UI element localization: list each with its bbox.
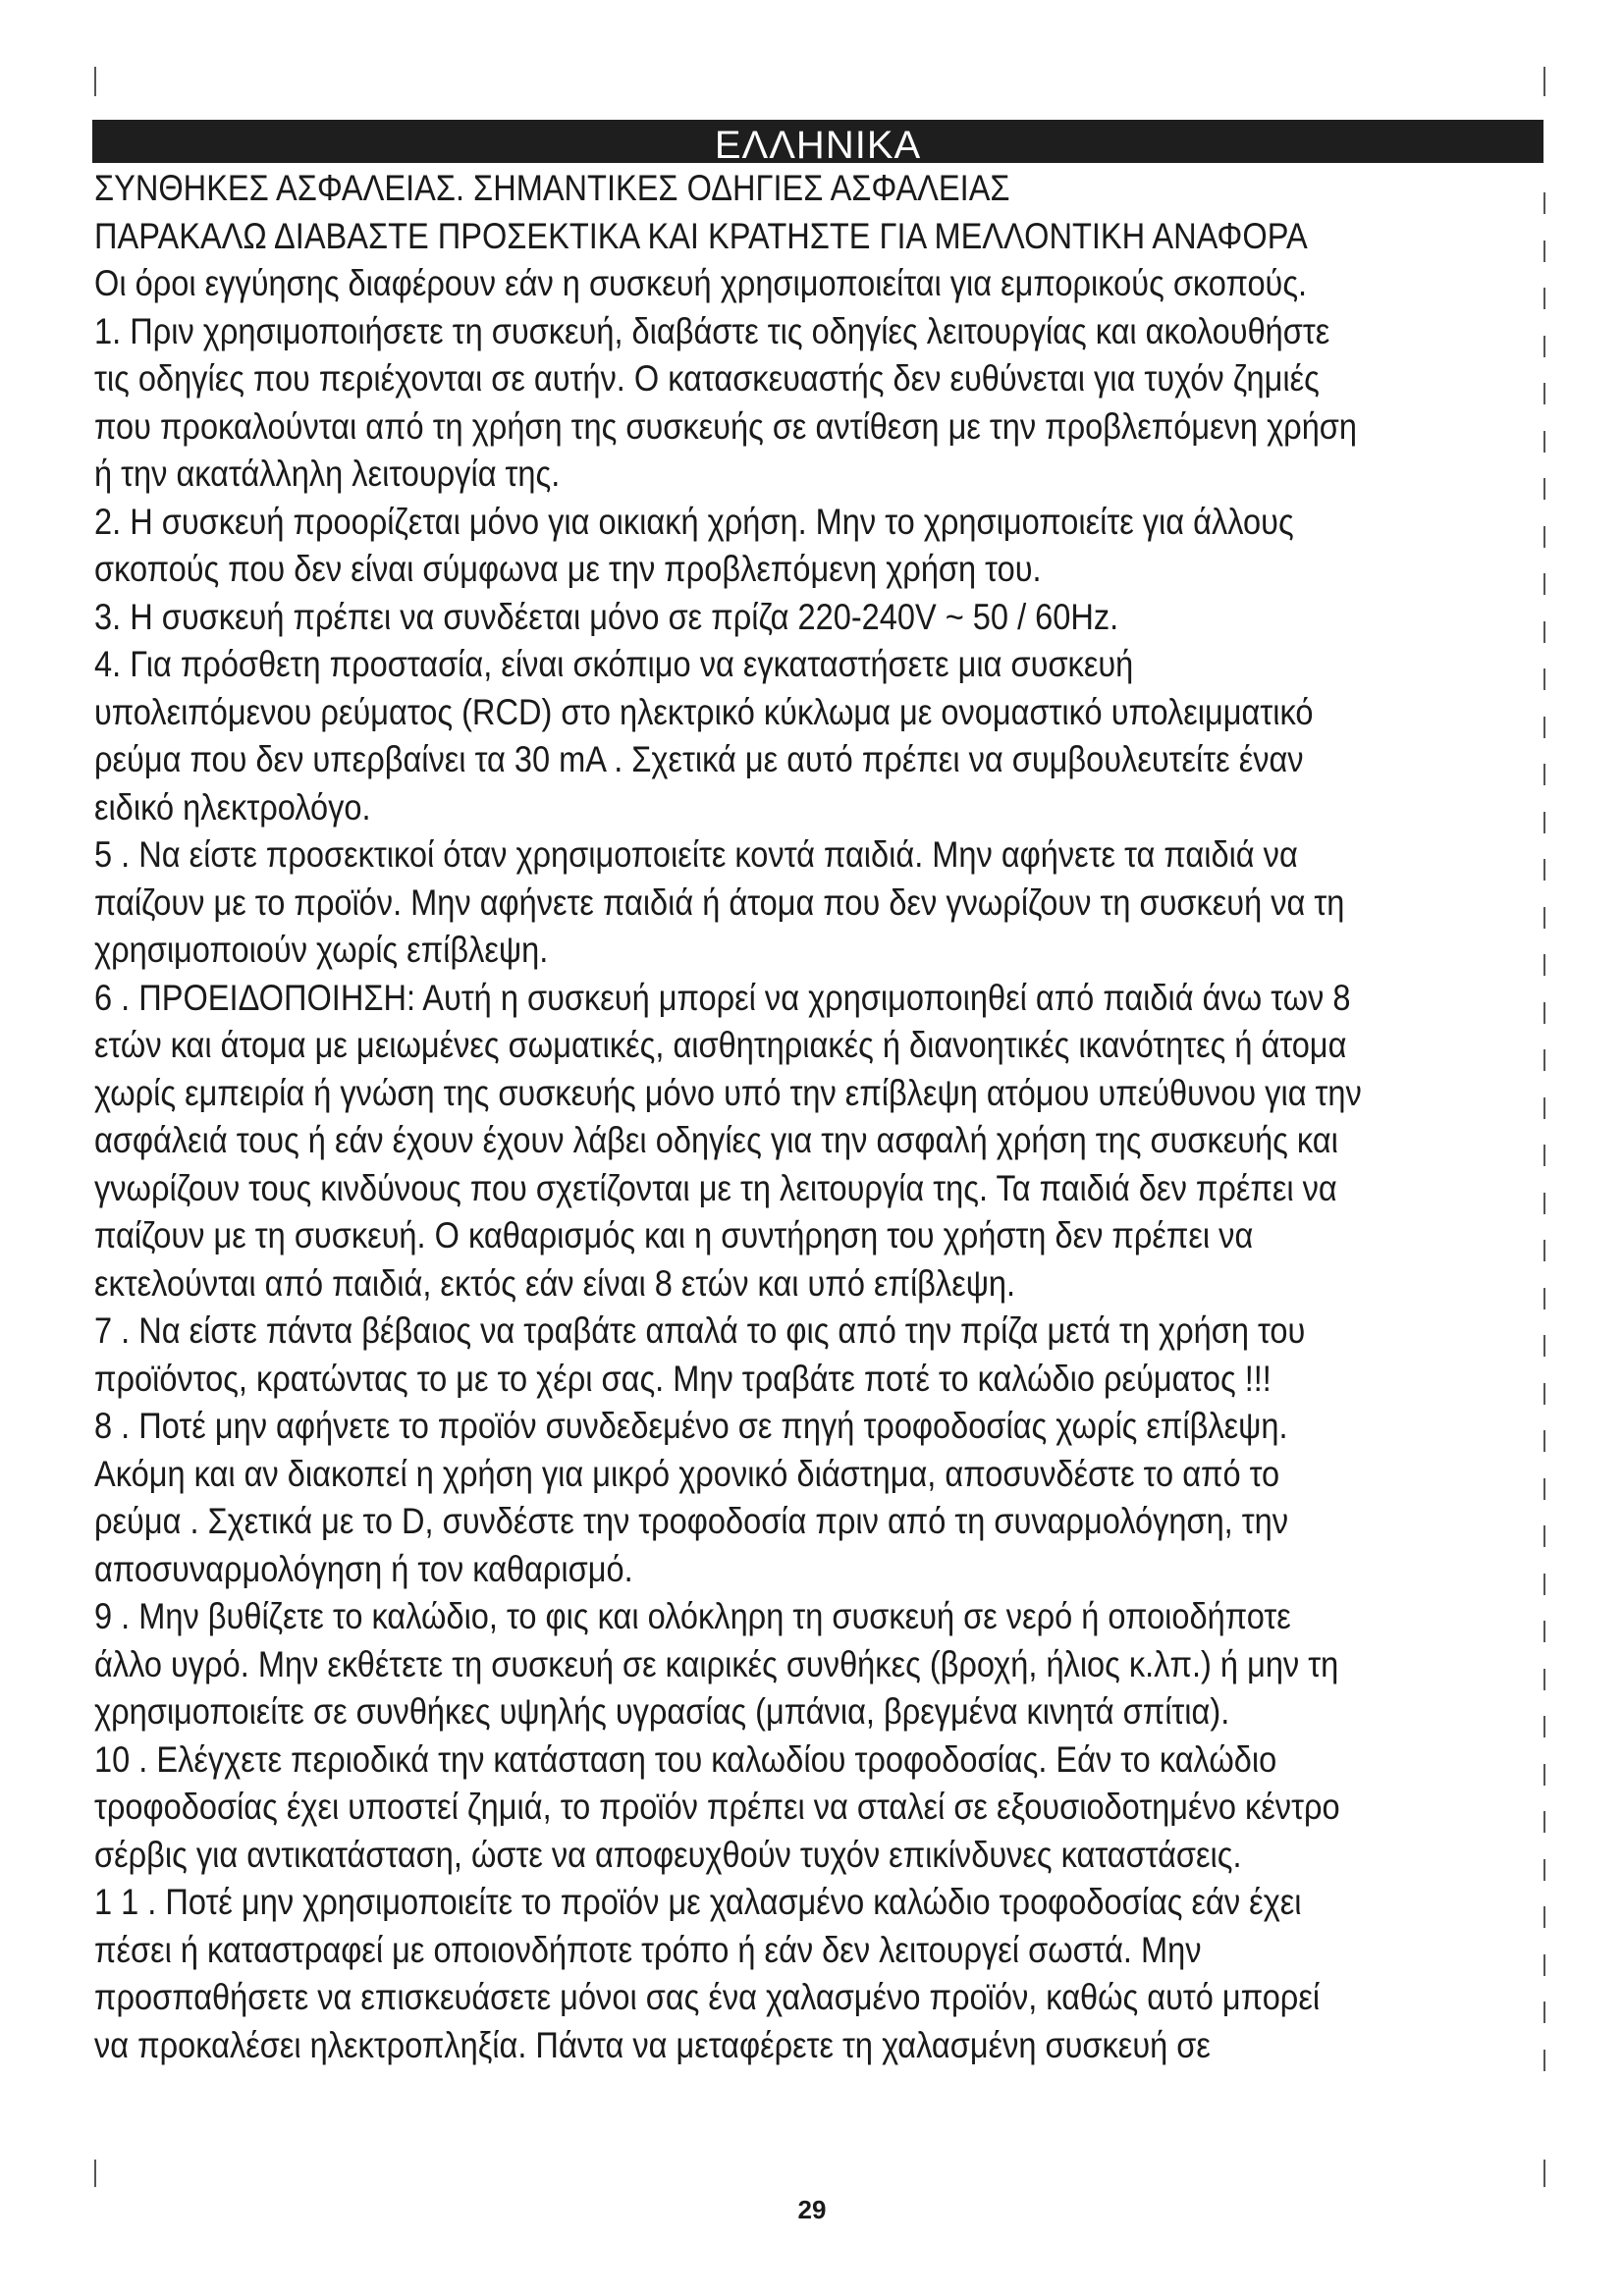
text-line: προσπαθήσετε να επισκευάσετε μόνοι σας ένα χαλασμένο προϊόν, καθώς αυτό μπορεί [94, 1977, 1321, 2017]
text-line: 9 . Μην βυθίζετε το καλώδιο, το φις και ολόκληρη τη συσκευή σε νερό ή οποιοδήποτε [94, 1596, 1291, 1636]
margin-tick [1543, 1145, 1545, 1166]
margin-tick [1543, 2002, 1545, 2023]
margin-tick [1543, 1669, 1545, 1690]
text-line: 1 1 . Ποτέ μην χρησιμοποιείτε το προϊόν με χαλασμένο καλώδιο τροφοδοσίας εάν έχει [94, 1882, 1302, 1922]
text-line: 6 . ΠΡΟΕΙΔΟΠΟΙΗΣΗ: Αυτή η συσκευή μπορεί να χρησιμοποιηθεί από παιδιά άνω των 8 [94, 977, 1351, 1018]
text-line: 7 . Να είστε πάντα βέβαιος να τραβάτε απαλά το φις από την πρίζα μετά τη χρήση του [94, 1310, 1306, 1351]
safety-instructions [94, 165, 1538, 2069]
margin-tick [1543, 240, 1545, 262]
text-line: ρεύμα . Σχετικά με το D, συνδέστε την τροφοδοσία πριν από τη συναρμολόγηση, την [94, 1501, 1289, 1541]
margin-tick [1543, 478, 1545, 500]
text-line: σέρβις για αντικατάσταση, ώστε να αποφευχθούν τυχόν επικίνδυνες καταστάσεις. [94, 1834, 1242, 1875]
text-line: που προκαλούνται από τη χρήση της συσκευής σε αντίθεση με την προβλεπόμενη χρήση [94, 405, 1358, 447]
margin-tick [1543, 859, 1545, 881]
margin-tick [1543, 67, 1545, 96]
margin-tick [1543, 383, 1545, 404]
text-line: ρεύμα που δεν υπερβαίνει τα 30 mA . Σχετικά με αυτό πρέπει να συμβουλευτείτε έναν [94, 739, 1304, 779]
margin-tick [1543, 1193, 1545, 1214]
text-line: Ακόμη και αν διακοπεί η χρήση για μικρό χρονικό διάστημα, αποσυνδέστε το από το [94, 1453, 1280, 1494]
text-line: ασφάλειά τους ή εάν έχουν έχουν λάβει οδηγίες για την ασφαλή χρήση της συσκευής και [94, 1120, 1338, 1160]
margin-tick [1543, 668, 1545, 690]
margin-tick [1543, 1906, 1545, 1928]
margin-tick [1543, 1574, 1545, 1595]
margin-tick [1543, 812, 1545, 833]
text-line: να προκαλέσει ηλεκτροπληξία. Πάντα να μεταφέρετε τη χαλασμένη συσκευή σε [94, 2024, 1211, 2065]
margin-tick [1543, 621, 1545, 643]
margin-tick [1543, 1097, 1545, 1119]
margin-tick [1543, 717, 1545, 738]
text-line: αποσυναρμολόγηση ή τον καθαρισμό. [94, 1548, 633, 1589]
margin-tick [1543, 336, 1545, 357]
margin-tick [1543, 1764, 1545, 1786]
text-line: 5 . Να είστε προσεκτικοί όταν χρησιμοποιείτε κοντά παιδιά. Μην αφήνετε τα παιδιά να [94, 834, 1298, 875]
margin-tick [1543, 1859, 1545, 1881]
margin-tick [1543, 288, 1545, 309]
margin-tick [1543, 573, 1545, 595]
margin-tick [1543, 192, 1545, 214]
text-line: 4. Για πρόσθετη προστασία, είναι σκόπιμο να εγκαταστήσετε μια συσκευή [94, 644, 1134, 684]
margin-tick [1543, 1525, 1545, 1547]
text-line: σκοπούς που δεν είναι σύμφωνα με την προβλεπόμενη χρήση του. [94, 549, 1042, 589]
text-line: προϊόντος, κρατώντας το με το χέρι σας. Μην τραβάτε ποτέ το καλώδιο ρεύματος !!! [94, 1358, 1272, 1399]
text-line: παίζουν με τη συσκευή. Ο καθαρισμός και η συντήρηση του χρήστη δεν πρέπει να [94, 1215, 1254, 1255]
text-line: παίζουν με το προϊόν. Μην αφήνετε παιδιά ή άτομα που δεν γνωρίζουν τη συσκευή να τη [94, 881, 1345, 923]
text-line: 3. Η συσκευή πρέπει να συνδέεται μόνο σε πρίζα 220-240V ~ 50 / 60Hz. [94, 596, 1119, 637]
text-line: 2. Η συσκευή προορίζεται μόνο για οικιακή χρήση. Μην το χρησιμοποιείτε για άλλους [94, 501, 1294, 542]
margin-tick [1543, 2160, 1545, 2187]
title-line: ΣΥΝΘΗΚΕΣ ΑΣΦΑΛΕΙΑΣ. ΣΗΜΑΝΤΙΚΕΣ ΟΔΗΓΙΕΣ ΑΣΦΑΛΕΙΑΣ [94, 168, 1010, 208]
margin-tick [1543, 1430, 1545, 1452]
text-line: τροφοδοσίας έχει υποστεί ζημιά, το προϊόν πρέπει να σταλεί σε εξουσιοδοτημένο κέντρο [94, 1787, 1340, 1827]
title-line: ΠΑΡΑΚΑΛΩ ΔΙΑΒΑΣΤΕ ΠΡΟΣΕΚΤΙΚΑ ΚΑΙ ΚΡΑΤΗΣΤΕ ΓΙΑ ΜΕΛΛΟΝΤΙΚΗ ΑΝΑΦΟΡΑ [94, 215, 1308, 256]
text-line: χρησιμοποιούν χωρίς επίβλεψη. [94, 930, 549, 970]
text-line: 8 . Ποτέ μην αφήνετε το προϊόν συνδεδεμένο σε πηγή τροφοδοσίας χωρίς επίβλεψη. [94, 1406, 1288, 1446]
text-line: εκτελούνται από παιδιά, εκτός εάν είναι 8 ετών και υπό επίβλεψη. [94, 1262, 1016, 1304]
text-line: άλλο υγρό. Μην εκθέτετε τη συσκευή σε καιρικές συνθήκες (βροχή, ήλιος κ.λπ.) ή μην τη [94, 1643, 1339, 1684]
margin-tick [1543, 907, 1545, 929]
text-line: πέσει ή καταστραφεί με οποιονδήποτε τρόπο ή εάν δεν λειτουργεί σωστά. Μην [94, 1929, 1202, 1970]
margin-tick [1543, 1478, 1545, 1500]
margin-tick [1543, 1002, 1545, 1024]
text-line: τις οδηγίες που περιέχονται σε αυτήν. Ο κατασκευαστής δεν ευθύνεται για τυχόν ζημιές [94, 358, 1320, 399]
margin-tick [1543, 526, 1545, 548]
margin-tick [1543, 1716, 1545, 1737]
text-line: 1. Πριν χρησιμοποιήσετε τη συσκευή, διαβάστε τις οδηγίες λειτουργίας και ακολουθήστε [94, 310, 1330, 351]
text-line: ειδικό ηλεκτρολόγο. [94, 786, 371, 828]
margin-tick [1543, 431, 1545, 453]
margin-tick [1543, 1288, 1545, 1309]
margin-tick [1543, 1335, 1545, 1357]
text-line: χωρίς εμπειρία ή γνώση της συσκευής μόνο υπό την επίβλεψη ατόμου υπεύθυνου για την [94, 1072, 1362, 1113]
margin-tick [1543, 1049, 1545, 1071]
margin-tick [94, 2160, 96, 2187]
text-line: ή την ακατάλληλη λειτουργία της. [94, 454, 561, 494]
margin-tick [94, 67, 96, 96]
margin-tick [1543, 954, 1545, 976]
margin-tick [1543, 1811, 1545, 1833]
text-line: 10 . Ελέγχετε περιοδικά την κατάσταση του καλωδίου τροφοδοσίας. Εάν το καλώδιο [94, 1738, 1277, 1780]
margin-tick [1543, 1954, 1545, 1976]
language-header: ΕΛΛΗΝΙΚΑ [92, 120, 1543, 163]
text-line: υπολειπόμενου ρεύματος (RCD) στο ηλεκτρικό κύκλωμα με ονομαστικό υπολειμματικό [94, 691, 1314, 732]
margin-tick [1543, 764, 1545, 785]
margin-tick [1543, 1621, 1545, 1642]
margin-tick [1543, 2050, 1545, 2071]
text-line: ετών και άτομα με μειωμένες σωματικές, αισθητηριακές ή διανοητικές ικανότητες ή άτομα [94, 1025, 1347, 1065]
margin-tick [1543, 1240, 1545, 1261]
text-line: γνωρίζουν τους κινδύνους που σχετίζονται με τη λειτουργία της. Τα παιδιά δεν πρέπει να [94, 1167, 1337, 1208]
margin-tick [1543, 1383, 1545, 1405]
text-line: χρησιμοποιείτε σε συνθήκες υψηλής υγρασίας (μπάνια, βρεγμένα κινητά σπίτια). [94, 1691, 1230, 1732]
page-number: 29 [797, 2195, 827, 2224]
text-line: Οι όροι εγγύησης διαφέρουν εάν η συσκευή χρησιμοποιείται για εμπορικούς σκοπούς. [94, 263, 1308, 303]
